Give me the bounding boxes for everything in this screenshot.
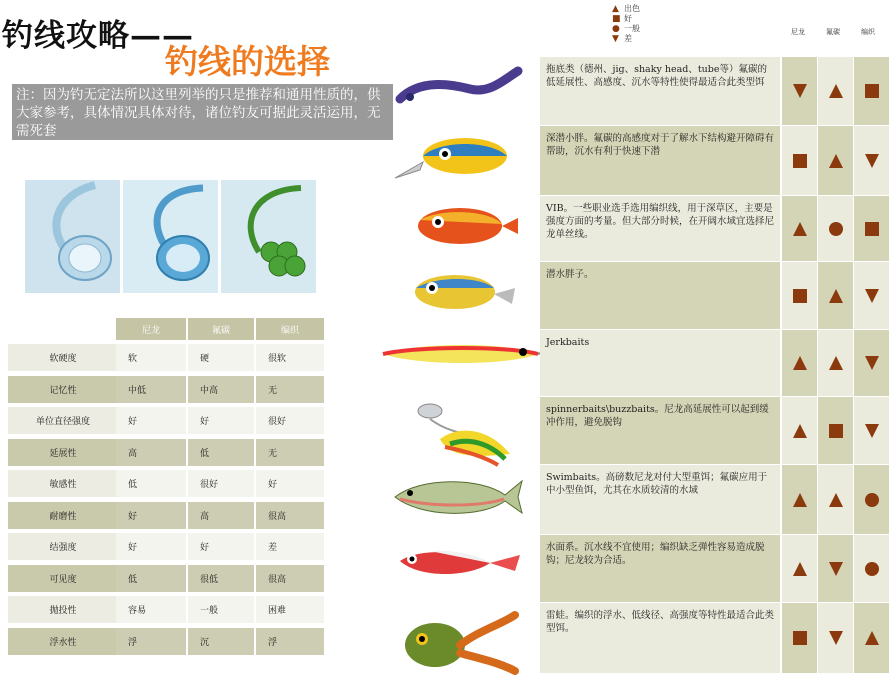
table-row xyxy=(400,397,893,464)
rating-cell xyxy=(818,535,853,602)
lure-description: 拖底类（德州、jig、shaky head、tube等）氟碳的低延展性、高感度、沉水等特性使得最适合此类型饵 xyxy=(540,57,780,125)
table-cell: 浮 xyxy=(116,628,186,655)
rating-cell xyxy=(782,330,817,396)
lure-image xyxy=(390,198,525,262)
table-cell: 一般 xyxy=(188,596,254,623)
rating-cell xyxy=(818,603,853,673)
lure-description: 水面系。沉水线不宜使用；编织缺乏弹性容易造成脱钩；尼龙较为合适。 xyxy=(540,535,780,602)
col-header-nylon: 尼龙 xyxy=(116,318,186,340)
rating-cell xyxy=(854,196,889,261)
rating-square-icon xyxy=(864,221,880,237)
lure-image xyxy=(378,332,553,386)
rating-up-icon xyxy=(828,83,844,99)
rating-cell xyxy=(782,196,817,261)
rating-square-icon xyxy=(828,423,844,439)
row-label: 单位直径强度 xyxy=(8,407,118,434)
table-cell: 很高 xyxy=(256,565,324,592)
rating-circle-icon xyxy=(864,492,880,508)
rating-up-icon xyxy=(792,221,808,237)
lure-description: Swimbaits。高磅数尼龙对付大型重饵；氟碳应用于中小型鱼饵，尤其在水质较清的水域 xyxy=(540,465,780,534)
table-row xyxy=(400,603,893,673)
lure-image xyxy=(390,467,525,531)
rating-cell xyxy=(818,397,853,464)
lure-image xyxy=(390,128,525,192)
table-cell: 无 xyxy=(256,376,324,403)
rating-up-icon xyxy=(828,153,844,169)
table-cell: 很软 xyxy=(256,344,324,371)
lure-image xyxy=(390,264,525,328)
rating-cell xyxy=(818,262,853,329)
legend-item: ■ 好 xyxy=(612,14,632,24)
rating-down-icon xyxy=(864,423,880,439)
page-title: 钓线攻略—— xyxy=(2,18,194,54)
table-cell: 容易 xyxy=(116,596,186,623)
col-header-braid: 编织 xyxy=(256,318,324,340)
table-cell: 低 xyxy=(188,439,254,466)
rating-cell xyxy=(818,465,853,534)
row-label: 记忆性 xyxy=(8,376,118,403)
photo-braided-line xyxy=(221,180,316,293)
photo-fluorocarbon-line xyxy=(123,180,218,293)
rating-up-icon xyxy=(828,492,844,508)
table-cell: 无 xyxy=(256,439,324,466)
row-label: 耐磨性 xyxy=(8,502,118,529)
rating-up-icon xyxy=(792,492,808,508)
col-header-braid: 编织 xyxy=(861,28,875,36)
col-header-fluorocarbon: 氟碳 xyxy=(188,318,254,340)
rating-up-icon xyxy=(792,423,808,439)
table-cell: 好 xyxy=(188,533,254,560)
table-cell: 低 xyxy=(116,470,186,497)
col-header-fluorocarbon: 氟碳 xyxy=(826,28,840,36)
rating-up-icon xyxy=(828,288,844,304)
page-subtitle: 钓线的选择 xyxy=(165,42,330,81)
rating-cell xyxy=(854,262,889,329)
rating-down-icon xyxy=(864,288,880,304)
rating-up-icon xyxy=(792,355,808,371)
lure-description: spinnerbaits\buzzbaits。尼龙高延展性可以起到缓冲作用，避免脱钩 xyxy=(540,397,780,464)
table-cell: 很好 xyxy=(188,470,254,497)
lure-description: Jerkbaits xyxy=(540,330,780,396)
table-row xyxy=(400,535,893,602)
table-cell: 困难 xyxy=(256,596,324,623)
lure-description: 潜水胖子。 xyxy=(540,262,780,329)
rating-circle-icon xyxy=(828,221,844,237)
col-header-nylon: 尼龙 xyxy=(791,28,805,36)
row-label: 结强度 xyxy=(8,533,118,560)
rating-cell xyxy=(854,603,889,673)
table-cell: 很好 xyxy=(256,407,324,434)
rating-down-icon xyxy=(828,561,844,577)
lure-description: VIB。一些职业选手选用编织线，用于深草区，主要是强度方面的考量。但大部分时候，在开阔水域宜选择尼龙单丝线。 xyxy=(540,196,780,261)
table-cell: 好 xyxy=(256,470,324,497)
table-cell: 高 xyxy=(188,502,254,529)
rating-square-icon xyxy=(792,288,808,304)
table-cell: 中高 xyxy=(188,376,254,403)
row-label: 抛投性 xyxy=(8,596,118,623)
row-label: 敏感性 xyxy=(8,470,118,497)
table-cell: 好 xyxy=(188,407,254,434)
rating-square-icon xyxy=(792,153,808,169)
table-cell: 高 xyxy=(116,439,186,466)
table-cell: 好 xyxy=(116,502,186,529)
rating-cell xyxy=(782,535,817,602)
rating-square-icon xyxy=(864,83,880,99)
lure-image xyxy=(390,399,525,473)
rating-cell xyxy=(782,465,817,534)
rating-up-icon xyxy=(792,561,808,577)
lure-image xyxy=(390,605,525,679)
rating-cell xyxy=(818,57,853,125)
table-cell: 很高 xyxy=(256,502,324,529)
rating-cell xyxy=(818,196,853,261)
rating-down-icon xyxy=(792,83,808,99)
rating-cell xyxy=(854,57,889,125)
table-row xyxy=(400,330,893,396)
rating-cell xyxy=(782,126,817,195)
lure-image xyxy=(390,59,525,123)
legend-item: ● 一般 xyxy=(612,24,640,34)
rating-cell xyxy=(854,330,889,396)
rating-square-icon xyxy=(792,630,808,646)
rating-down-icon xyxy=(864,355,880,371)
rating-cell xyxy=(782,262,817,329)
table-row xyxy=(400,196,893,261)
table-row xyxy=(400,126,893,195)
rating-cell xyxy=(854,535,889,602)
rating-up-icon xyxy=(864,630,880,646)
table-cell: 好 xyxy=(116,407,186,434)
table-row xyxy=(400,57,893,125)
rating-cell xyxy=(854,126,889,195)
lure-image xyxy=(390,537,525,601)
table-row xyxy=(400,262,893,329)
table-cell: 沉 xyxy=(188,628,254,655)
legend-item: ▲ 出色 xyxy=(612,4,640,14)
rating-cell xyxy=(818,330,853,396)
table-cell: 低 xyxy=(116,565,186,592)
rating-down-icon xyxy=(828,630,844,646)
row-label: 可见度 xyxy=(8,565,118,592)
row-label: 延展性 xyxy=(8,439,118,466)
table-cell: 差 xyxy=(256,533,324,560)
table-cell: 中低 xyxy=(116,376,186,403)
rating-up-icon xyxy=(828,355,844,371)
table-cell: 浮 xyxy=(256,628,324,655)
rating-cell xyxy=(818,126,853,195)
rating-circle-icon xyxy=(864,561,880,577)
table-cell: 很低 xyxy=(188,565,254,592)
disclaimer-note: 注：因为钓无定法所以这里列举的只是推荐和通用性质的，供大家参考，具体情况具体对待，诸位钓友可据此灵活运用，无需死套 xyxy=(12,84,393,140)
row-label: 软硬度 xyxy=(8,344,118,371)
photo-nylon-line xyxy=(25,180,120,293)
rating-cell xyxy=(782,397,817,464)
table-cell: 硬 xyxy=(188,344,254,371)
table-cell: 好 xyxy=(116,533,186,560)
rating-down-icon xyxy=(864,153,880,169)
table-cell: 软 xyxy=(116,344,186,371)
rating-cell xyxy=(854,465,889,534)
rating-cell xyxy=(854,397,889,464)
rating-legend xyxy=(612,4,640,44)
rating-cell xyxy=(782,57,817,125)
row-label: 浮水性 xyxy=(8,628,118,655)
rating-cell xyxy=(782,603,817,673)
lure-description: 深潜小胖。氟碳的高感度对于了解水下结构避开障碍有帮助，沉水有利于快速下潜 xyxy=(540,126,780,195)
table-row xyxy=(400,465,893,534)
legend-item: ▼ 差 xyxy=(612,34,632,44)
lure-description: 雷蛙。编织的浮水、低线径、高强度等特性最适合此类型饵。 xyxy=(540,603,780,673)
